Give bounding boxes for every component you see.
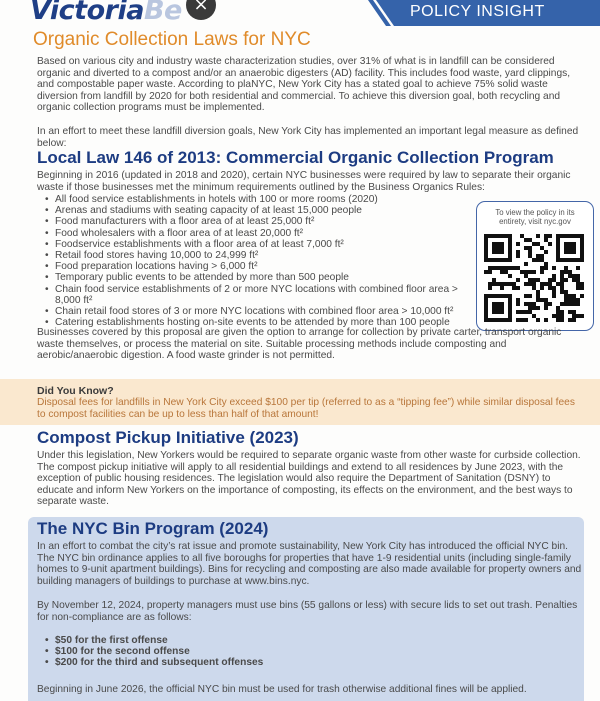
close-icon[interactable]: × xyxy=(193,0,209,15)
section-label: POLICY INSIGHT xyxy=(410,3,545,20)
list-item: • Chain food service establishments of 2 or more NYC locations with combined floor area > 8,000 ft² xyxy=(45,284,465,306)
intro-paragraph: Based on various city and industry waste characterization studies, over 31% of what is in landfill can be considered organic and diverted to a compost and/or an anaerobic digesters (AD) facility. This includes food waste, yard clippings, and compostable paper waste. According to plaNYC, New York City has a stated goal to achieve 75% solid waste diversion from landfill by 2020 for both residential and commercial. To achieve this diversion goal, both recycling and organic collection programs must be implemented. xyxy=(37,56,571,114)
list-item: • Retail food stores having 10,000 to 24,999 ft² xyxy=(45,250,465,261)
compost-heading: Compost Pickup Initiative (2023) xyxy=(37,428,299,447)
qr-callout[interactable] xyxy=(476,201,594,331)
list-item: • $50 for the first offense xyxy=(45,635,445,646)
bin-closing: Beginning in June 2026, the official NYC bin must be used for trash otherwise additional fines will be applied. xyxy=(37,684,527,695)
list-item: • Temporary public events to be attended by more than 500 people xyxy=(45,272,465,283)
close-button[interactable] xyxy=(186,0,216,20)
penalties-list xyxy=(45,635,445,669)
list-item: • $200 for the third and subsequent offenses xyxy=(45,657,445,668)
law146-intro: Beginning in 2016 (updated in 2018 and 2020), certain NYC businesses were required by law to separate their organic waste if those businesses met the minimum requirements outlined by the Business Organics Rules: xyxy=(37,170,571,193)
qr-caption: To view the policy in its entirety, visit nyc.gov xyxy=(495,208,575,226)
did-you-know-title: Did You Know? xyxy=(37,385,114,397)
list-item: • Food manufacturers with a floor area of at least 25,000 ft² xyxy=(45,216,465,227)
list-item: • Chain retail food stores of 3 or more NYC locations with combined floor area > 10,000 ft² xyxy=(45,306,465,317)
page-title: Organic Collection Laws for NYC xyxy=(33,29,311,50)
page-header xyxy=(0,0,600,28)
list-item: • Food preparation locations having > 6,000 ft² xyxy=(45,261,465,272)
list-item: • Foodservice establishments with a floor area of at least 7,000 ft² xyxy=(45,239,465,250)
section-banner xyxy=(368,0,600,26)
intro-paragraph-2: In an effort to meet these landfill diversion goals, New York City has implemented an important legal measure as defined below: xyxy=(37,126,579,149)
did-you-know-text: Disposal fees for landfills in New York City exceed $100 per tip (referred to as a “tipping fee”) while similar disposal fees to compost facilities can be up to less than half of that amount! xyxy=(37,397,575,420)
law146-heading: Local Law 146 of 2013: Commercial Organic Collection Program xyxy=(37,148,554,167)
qr-code-icon[interactable] xyxy=(484,234,584,322)
law146-closing: Businesses covered by this proposal are given the option to arrange for collection by private carter, transport organic waste themselves, or process the material on site. Suitable processing methods include composting and aerobic/anaerobic digestion. A food waste grinder is not permitted. xyxy=(37,327,562,362)
list-item: • Arenas and stadiums with seating capacity of at least 15,000 people xyxy=(45,205,465,216)
list-item: • Food wholesalers with a floor area of at least 20,000 ft² xyxy=(45,228,465,239)
law146-rules-list xyxy=(45,194,465,328)
list-item: • $100 for the second offense xyxy=(45,646,445,657)
list-item: • Catering establishments hosting on-site events to be attended by more than 100 people xyxy=(45,317,465,328)
bin-heading: The NYC Bin Program (2024) xyxy=(37,519,269,538)
bin-text: In an effort to combat the city’s rat issue and promote sustainability, New York City has introduced the official NYC bin. The NYC bin ordinance applies to all five boroughs for properties that have 1-9 residential units (including single-family homes to 9-unit apartment buildings). Bins for recycling and composting are also made available for property owners and building managers of buildings to purchase at www.bins.nyc. xyxy=(37,541,582,587)
company-logo: VictoriaBe xyxy=(30,0,182,26)
list-item: • All food service establishments in hotels with 100 or more rooms (2020) xyxy=(45,194,465,205)
bin-text-2: By November 12, 2024, property managers must use bins (55 gallons or less) with secure lids to set out trash. Penalties for non-compliance are as follows: xyxy=(37,600,578,623)
compost-text: Under this legislation, New Yorkers would be required to separate organic waste from other waste for curbside collection. The compost pickup initiative will apply to all residential buildings and extend to all residences by June 2023, with the exception of public housing residences. The legislation would also require the Department of Sanitation (DSNY) to educate and inform New Yorkers on the importance of composting, its effects on the environment, and the best ways to separate waste. xyxy=(37,450,581,508)
